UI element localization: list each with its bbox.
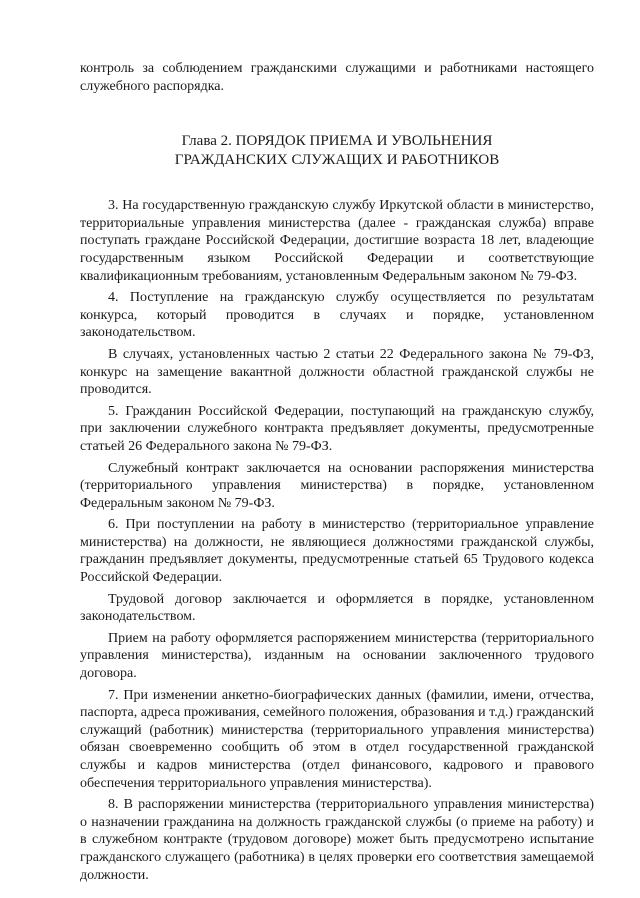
paragraph-4: 4. Поступление на гражданскую службу осуществляется по результатам конкурса, который проводится в случаях и порядке, установленном законодательством. <box>80 290 594 341</box>
chapter-heading <box>80 132 594 169</box>
paragraph-8: 8. В распоряжении министерства (территориального управления министерства) о назначении гражданина на должность гражданской службы (о приеме на работу) и в служебном контракте (трудовом договоре) может быть предусмотрено испытание гражданского служащего (работника) в целях проверки его соответствия замещаемой должности. <box>80 797 594 883</box>
paragraph-7: 7. При изменении анкетно-биографических данных (фамилии, имени, отчества, паспорта, адреса проживания, семейного положения, образования и т.д.) гражданский служащий (работник) министерства (территориального управления министерства) обязан своевременно сообщить об этом в отдел государственной гражданской службы и кадров министерства (отдел финансового, кадрового и правового обеспечения территориального управления министерства). <box>80 687 594 791</box>
chapter-heading-line-2: ГРАЖДАНСКИХ СЛУЖАЩИХ И РАБОТНИКОВ <box>174 151 500 168</box>
chapter-heading-line-1: Глава 2. ПОРЯДОК ПРИЕМА И УВОЛЬНЕНИЯ <box>181 133 493 150</box>
paragraph-5: 5. Гражданин Российской Федерации, поступающий на гражданскую службу, при заключении служебного контракта предъявляет документы, предусмотренные статьей 26 Федерального закона № 79-ФЗ. <box>80 403 594 454</box>
paragraph-3: 3. На государственную гражданскую службу Иркутской области в министерство, территориальные управления министерства (далее - гражданская служба) вправе поступать граждане Российской Федерации, достигшие возраста 18 лет, владеющие государственным языком Российской Федерации и соответствующие квалификационным требованиям, установленным Федеральным законом № 79-ФЗ. <box>80 198 594 284</box>
text-column <box>80 60 594 884</box>
paragraph-6: 6. При поступлении на работу в министерство (территориальное управление министерства) на должности, не являющиеся должностями гражданской службы, гражданин предъявляет документы, предусмотренные статьей 65 Трудового кодекса Российской Федерации. <box>80 517 594 586</box>
paragraph-6-cont-2: Прием на работу оформляется распоряжением министерства (территориального управления министерства), изданным на основании заключенного трудового договора. <box>80 630 594 682</box>
intro-paragraph: контроль за соблюдением гражданскими служащими и работниками настоящего служебного распорядка. <box>80 61 594 94</box>
paragraph-4-cont: В случаях, установленных частью 2 статьи 22 Федерального закона № 79-ФЗ, конкурс на замещение вакантной должности областной гражданской службы не проводится. <box>80 346 594 398</box>
paragraph-6-cont-1: Трудовой договор заключается и оформляется в порядке, установленном законодательством. <box>80 591 594 625</box>
paragraph-5-cont: Служебный контракт заключается на основании распоряжения министерства (территориального управления министерства) в порядке, установленном Федеральным законом № 79-ФЗ. <box>80 460 594 511</box>
